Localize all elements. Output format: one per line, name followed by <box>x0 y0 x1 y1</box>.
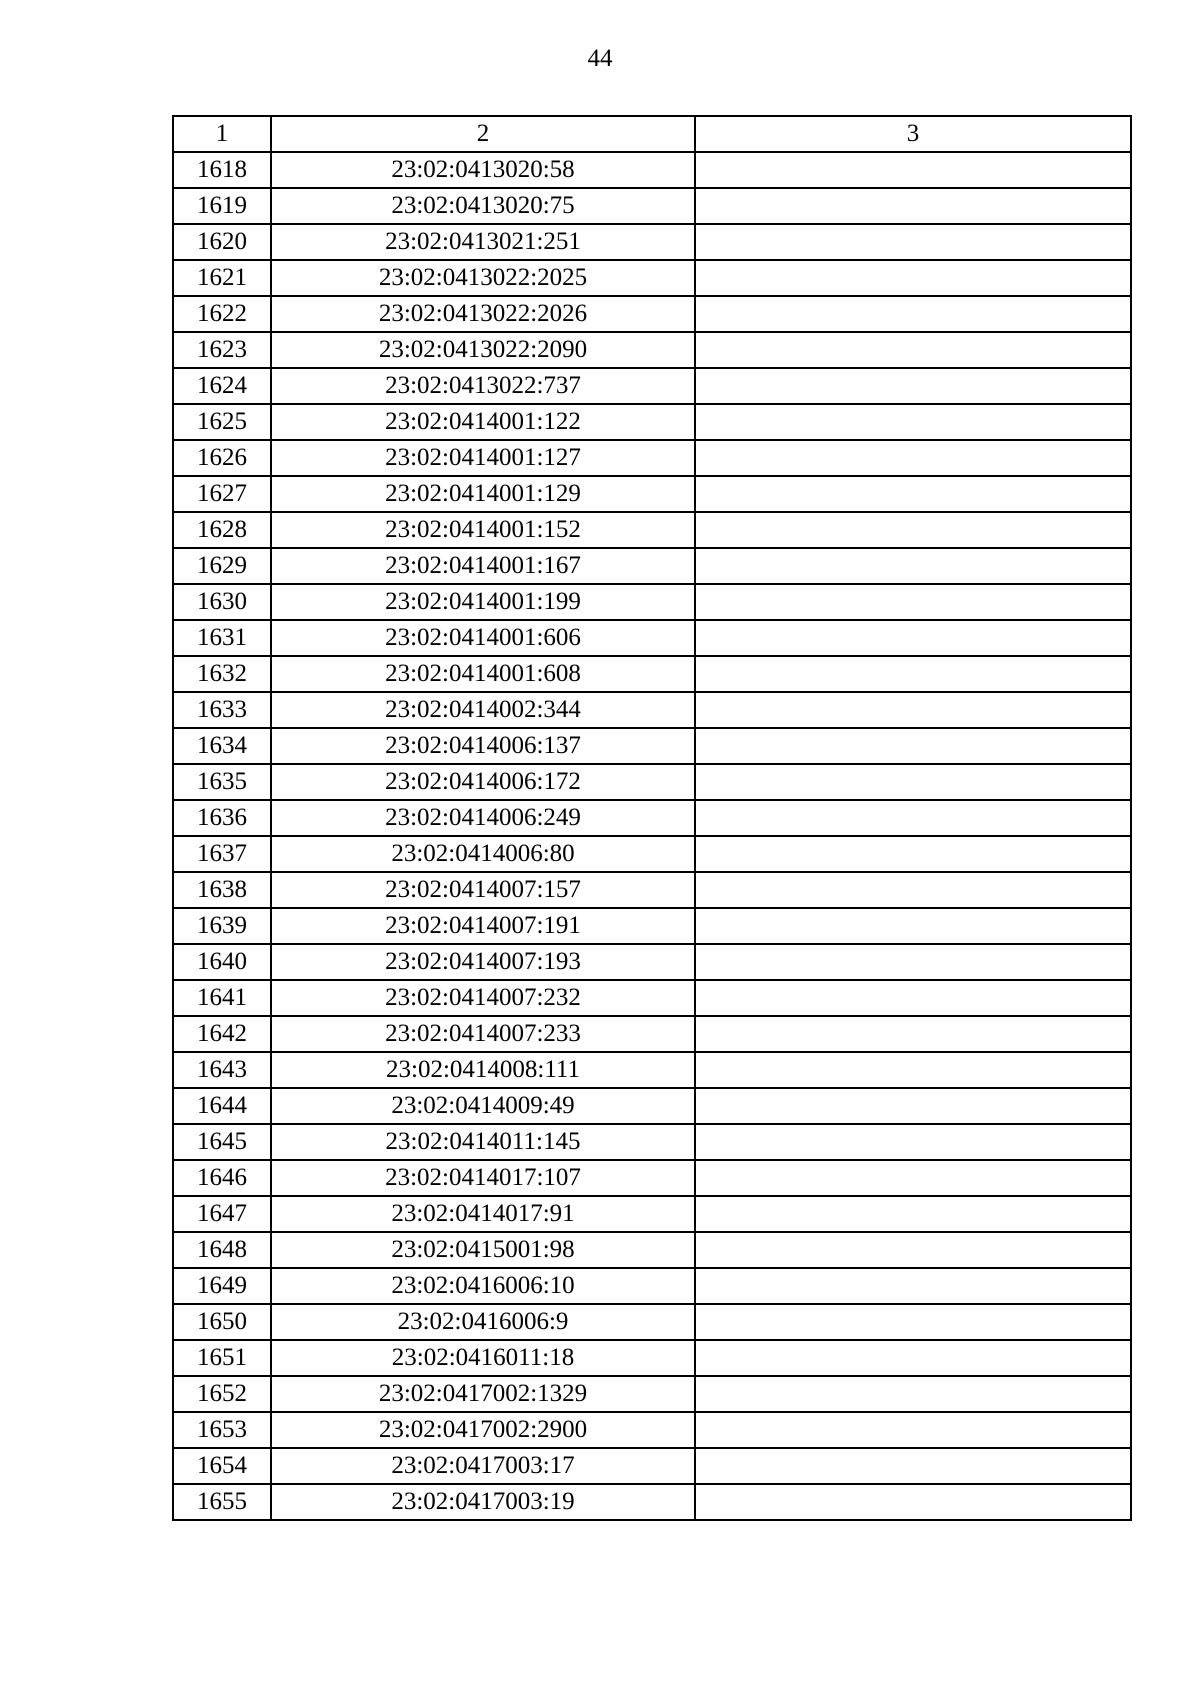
cell-cadastral-number: 23:02:0413022:2025 <box>271 260 695 296</box>
column-header-2: 2 <box>271 116 695 152</box>
cell-number: 1623 <box>173 332 271 368</box>
table-row <box>173 1376 1131 1412</box>
table-row <box>173 872 1131 908</box>
table-row <box>173 944 1131 980</box>
cell-cadastral-number: 23:02:0413022:2090 <box>271 332 695 368</box>
cell-note <box>695 1268 1131 1304</box>
cell-cadastral-number: 23:02:0413020:75 <box>271 188 695 224</box>
cell-note <box>695 512 1131 548</box>
cell-number: 1651 <box>173 1340 271 1376</box>
cell-note <box>695 836 1131 872</box>
cell-number: 1630 <box>173 584 271 620</box>
cell-note <box>695 692 1131 728</box>
cell-number: 1639 <box>173 908 271 944</box>
cell-number: 1634 <box>173 728 271 764</box>
table-row <box>173 1448 1131 1484</box>
cell-number: 1632 <box>173 656 271 692</box>
cell-note <box>695 548 1131 584</box>
table-body <box>173 116 1131 1520</box>
cell-cadastral-number: 23:02:0414002:344 <box>271 692 695 728</box>
cell-cadastral-number: 23:02:0414017:107 <box>271 1160 695 1196</box>
table-row <box>173 512 1131 548</box>
cell-note <box>695 764 1131 800</box>
cell-number: 1644 <box>173 1088 271 1124</box>
cell-note <box>695 440 1131 476</box>
cell-number: 1628 <box>173 512 271 548</box>
column-header-1: 1 <box>173 116 271 152</box>
cell-number: 1655 <box>173 1484 271 1520</box>
cell-cadastral-number: 23:02:0414007:157 <box>271 872 695 908</box>
cell-note <box>695 1196 1131 1232</box>
cell-number: 1618 <box>173 152 271 188</box>
table-row <box>173 1052 1131 1088</box>
cell-cadastral-number: 23:02:0417003:19 <box>271 1484 695 1520</box>
cell-note <box>695 872 1131 908</box>
table-row <box>173 1304 1131 1340</box>
cell-note <box>695 152 1131 188</box>
cell-note <box>695 296 1131 332</box>
table-row <box>173 224 1131 260</box>
table-row <box>173 332 1131 368</box>
cell-number: 1626 <box>173 440 271 476</box>
cell-note <box>695 368 1131 404</box>
cell-note <box>695 584 1131 620</box>
table-row <box>173 1160 1131 1196</box>
cell-note <box>695 1052 1131 1088</box>
cell-note <box>695 1304 1131 1340</box>
table-row <box>173 620 1131 656</box>
cell-cadastral-number: 23:02:0414007:232 <box>271 980 695 1016</box>
cell-number: 1654 <box>173 1448 271 1484</box>
cell-number: 1636 <box>173 800 271 836</box>
cell-note <box>695 656 1131 692</box>
cell-note <box>695 404 1131 440</box>
cell-note <box>695 1088 1131 1124</box>
cell-number: 1643 <box>173 1052 271 1088</box>
cell-number: 1631 <box>173 620 271 656</box>
cell-cadastral-number: 23:02:0414001:122 <box>271 404 695 440</box>
cell-note <box>695 1160 1131 1196</box>
cell-number: 1625 <box>173 404 271 440</box>
cell-cadastral-number: 23:02:0414001:152 <box>271 512 695 548</box>
table-row <box>173 368 1131 404</box>
cell-cadastral-number: 23:02:0414006:249 <box>271 800 695 836</box>
cell-cadastral-number: 23:02:0416011:18 <box>271 1340 695 1376</box>
cell-cadastral-number: 23:02:0413021:251 <box>271 224 695 260</box>
cell-cadastral-number: 23:02:0413020:58 <box>271 152 695 188</box>
table-row <box>173 1412 1131 1448</box>
cell-number: 1637 <box>173 836 271 872</box>
cell-cadastral-number: 23:02:0414001:129 <box>271 476 695 512</box>
table-row <box>173 728 1131 764</box>
cell-number: 1649 <box>173 1268 271 1304</box>
cell-note <box>695 1376 1131 1412</box>
cell-note <box>695 1448 1131 1484</box>
cell-cadastral-number: 23:02:0417002:1329 <box>271 1376 695 1412</box>
cell-number: 1653 <box>173 1412 271 1448</box>
table-row <box>173 152 1131 188</box>
table-header-row <box>173 116 1131 152</box>
table-row <box>173 836 1131 872</box>
table-row <box>173 1124 1131 1160</box>
cell-cadastral-number: 23:02:0416006:9 <box>271 1304 695 1340</box>
cell-number: 1640 <box>173 944 271 980</box>
cell-note <box>695 1340 1131 1376</box>
cell-cadastral-number: 23:02:0415001:98 <box>271 1232 695 1268</box>
cell-note <box>695 224 1131 260</box>
cell-cadastral-number: 23:02:0414001:127 <box>271 440 695 476</box>
cell-cadastral-number: 23:02:0414001:608 <box>271 656 695 692</box>
table-row <box>173 656 1131 692</box>
table-row <box>173 1340 1131 1376</box>
cell-note <box>695 800 1131 836</box>
cell-number: 1645 <box>173 1124 271 1160</box>
table-row <box>173 1196 1131 1232</box>
cell-number: 1647 <box>173 1196 271 1232</box>
cell-number: 1641 <box>173 980 271 1016</box>
cell-number: 1635 <box>173 764 271 800</box>
cell-note <box>695 1232 1131 1268</box>
table-row <box>173 980 1131 1016</box>
cell-cadastral-number: 23:02:0414017:91 <box>271 1196 695 1232</box>
table-row <box>173 440 1131 476</box>
cell-cadastral-number: 23:02:0414006:172 <box>271 764 695 800</box>
cell-number: 1638 <box>173 872 271 908</box>
table-row <box>173 404 1131 440</box>
cell-note <box>695 908 1131 944</box>
cell-cadastral-number: 23:02:0414006:137 <box>271 728 695 764</box>
cell-cadastral-number: 23:02:0417003:17 <box>271 1448 695 1484</box>
table-row <box>173 1232 1131 1268</box>
cell-number: 1646 <box>173 1160 271 1196</box>
cell-number: 1621 <box>173 260 271 296</box>
cell-note <box>695 332 1131 368</box>
cell-note <box>695 620 1131 656</box>
table-row <box>173 764 1131 800</box>
cell-number: 1620 <box>173 224 271 260</box>
cell-cadastral-number: 23:02:0416006:10 <box>271 1268 695 1304</box>
page-number: 44 <box>587 45 613 72</box>
table-row <box>173 1016 1131 1052</box>
cell-cadastral-number: 23:02:0413022:737 <box>271 368 695 404</box>
cell-note <box>695 188 1131 224</box>
cell-number: 1648 <box>173 1232 271 1268</box>
cell-note <box>695 728 1131 764</box>
cell-cadastral-number: 23:02:0414007:193 <box>271 944 695 980</box>
cell-cadastral-number: 23:02:0414001:167 <box>271 548 695 584</box>
cell-cadastral-number: 23:02:0414007:191 <box>271 908 695 944</box>
cell-cadastral-number: 23:02:0414007:233 <box>271 1016 695 1052</box>
cell-note <box>695 260 1131 296</box>
cell-note <box>695 1124 1131 1160</box>
cell-number: 1619 <box>173 188 271 224</box>
cell-cadastral-number: 23:02:0414008:111 <box>271 1052 695 1088</box>
cell-cadastral-number: 23:02:0414011:145 <box>271 1124 695 1160</box>
table-row <box>173 296 1131 332</box>
table-row <box>173 260 1131 296</box>
cell-cadastral-number: 23:02:0414001:606 <box>271 620 695 656</box>
cell-number: 1624 <box>173 368 271 404</box>
table-row <box>173 908 1131 944</box>
table-row <box>173 584 1131 620</box>
cell-cadastral-number: 23:02:0414001:199 <box>271 584 695 620</box>
cell-note <box>695 944 1131 980</box>
cell-cadastral-number: 23:02:0417002:2900 <box>271 1412 695 1448</box>
cell-number: 1633 <box>173 692 271 728</box>
column-header-3: 3 <box>695 116 1131 152</box>
cell-note <box>695 1484 1131 1520</box>
cell-number: 1622 <box>173 296 271 332</box>
data-table <box>172 115 1132 1521</box>
cell-number: 1627 <box>173 476 271 512</box>
cell-number: 1650 <box>173 1304 271 1340</box>
cell-cadastral-number: 23:02:0414009:49 <box>271 1088 695 1124</box>
table-row <box>173 1088 1131 1124</box>
table-row <box>173 1268 1131 1304</box>
cell-note <box>695 1412 1131 1448</box>
table-row <box>173 1484 1131 1520</box>
cell-number: 1642 <box>173 1016 271 1052</box>
table-row <box>173 476 1131 512</box>
cell-number: 1629 <box>173 548 271 584</box>
table-row <box>173 800 1131 836</box>
cell-cadastral-number: 23:02:0413022:2026 <box>271 296 695 332</box>
cell-note <box>695 476 1131 512</box>
cell-cadastral-number: 23:02:0414006:80 <box>271 836 695 872</box>
table-row <box>173 692 1131 728</box>
cell-number: 1652 <box>173 1376 271 1412</box>
table-row <box>173 548 1131 584</box>
table-row <box>173 188 1131 224</box>
cell-note <box>695 1016 1131 1052</box>
cell-note <box>695 980 1131 1016</box>
